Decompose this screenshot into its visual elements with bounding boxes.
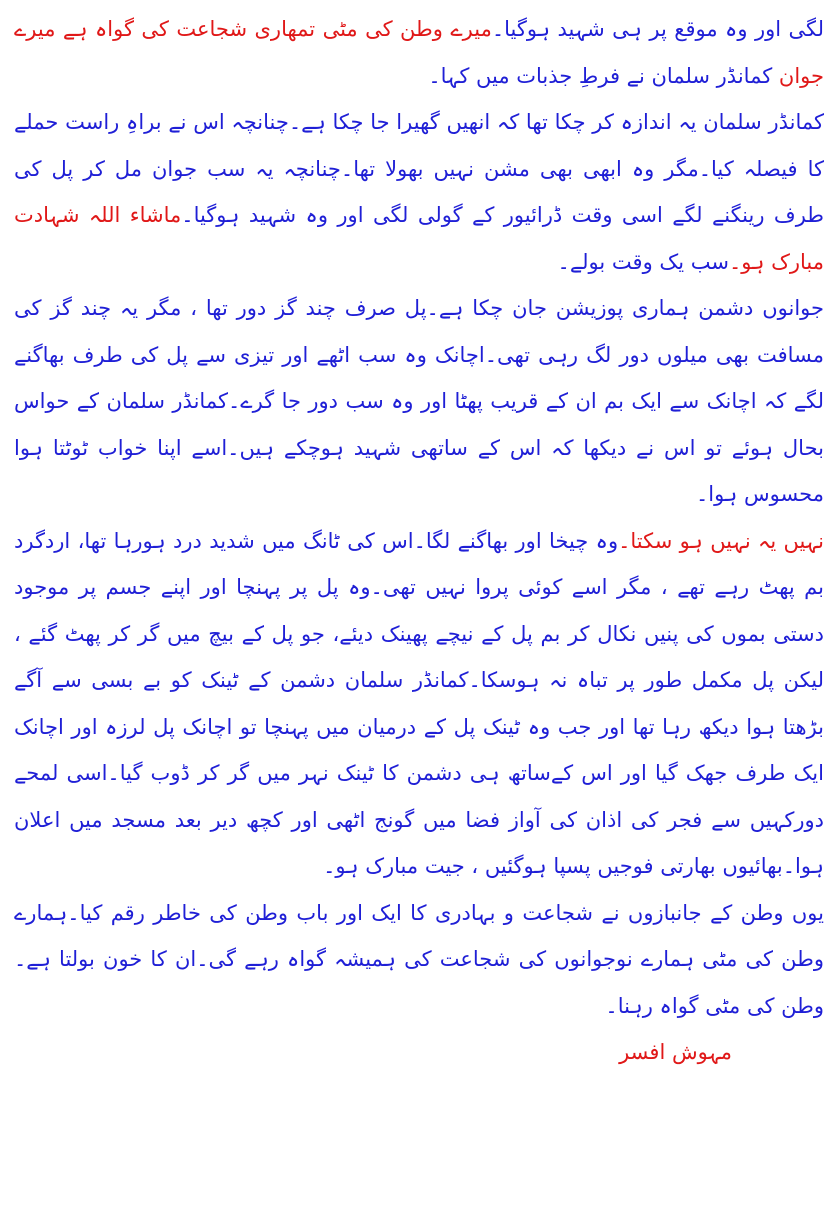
quote-highlight: ماشاء اللہ شہادت مبارک ہو۔	[14, 203, 824, 274]
article	[14, 6, 824, 1216]
narration-text: لگی اور وہ موقع پر ہی شہید ہوگیا۔	[491, 17, 824, 41]
quote-highlight: نہیں یہ نہیں ہو سکتا۔	[618, 528, 824, 553]
narration-text: وہ چیخا اور بھاگنے لگا۔اس کی ٹانگ میں شدید درد ہورہا تھا، اردگرد بم پھٹ رہے تھے ، مگر اسے کوئی پروا نہیں تھی۔وہ پل پر پہنچا اور اپنے جسم پر موجود دستی بموں کی پنیں نکال کر بم پل کے نیچے پھینک دیئے، جو پل کے بیچ میں گر کر پھٹ گئے ، لیکن پل مکمل طور پر تباہ نہ ہوسکا۔کمانڈر سلمان دشمن کے ٹینک کو بے بسی سے آگے بڑھتا ہوا دیکھ رہا تھا اور جب وہ ٹینک پل کے درمیان میں پہنچا تو اچانک پل لرزہ اور اچانک ایک طرف جھک گیا اور اس کےساتھ ہی دشمن کا ٹینک نہر میں گر کر ڈوب گیا۔اسی لمحے دورکہیں سے فجر کی اذان کی آواز فضا میں گونج اٹھی اور کچھ دیر بعد مسجد میں اعلان ہوا۔بھائیوں بھارتی فوجیں پسپا ہوگئیں ، جیت مبارک ہو۔	[14, 528, 824, 878]
paragraph-3	[14, 285, 824, 518]
author-signature: مہوش افسر	[619, 1040, 732, 1064]
narration-text: یوں وطن کے جانبازوں نے شجاعت و بہادری کا ایک اور باب وطن کی خاطر رقم کیا۔ہمارے وطن کی مٹی ہمارے نوجوانوں کی شجاعت کی ہمیشہ گواہ رہے گی۔ان کا خون بولتا ہے۔وطن کی مٹی گواہ رہنا۔	[14, 900, 824, 1018]
paragraph-2	[14, 99, 824, 285]
quote-highlight: میرے وطن کی مٹی تمھاری شجاعت کی گواہ ہے میرے جوان	[14, 17, 824, 88]
narration-text: جوانوں دشمن ہماری پوزیشن جان چکا ہے۔پل صرف چند گز دور تھا ، مگر یہ چند گز کی مسافت بھی میلوں دور لگ رہی تھی۔اچانک وہ سب اٹھے اور تیزی سے پل کی طرف بھاگنے لگے کہ اچانک سے ایک بم ان کے قریب پھٹا اور وہ سب دور جا گرے۔کمانڈر سلمان کے حواس بحال ہوئے تو اس نے دیکھا کہ اس کے ساتھی شہید ہوچکے ہیں۔اسے اپنا خواب ٹوٹتا ہوا محسوس ہوا۔	[14, 296, 824, 506]
paragraph-4	[14, 518, 824, 890]
narration-text: کمانڈر سلمان یہ اندازہ کر چکا تھا کہ انھیں گھیرا جا چکا ہے۔چنانچہ اس نے براہِ راست حملے کا فیصلہ کیا۔مگر وہ ابھی بھی مشن نہیں بھولا تھا۔چنانچہ یہ سب جوان مل کر پل کی طرف رینگنے لگے اسی وقت ڈرائیور کے گولی لگی اور وہ شہید ہوگیا۔	[14, 110, 824, 227]
narration-text: سب یک وقت بولے۔	[557, 249, 729, 274]
paragraph-1	[14, 6, 824, 99]
paragraph-5	[14, 890, 824, 1030]
narration-text: کمانڈر سلمان نے فرطِ جذبات میں کہا۔	[428, 63, 773, 88]
